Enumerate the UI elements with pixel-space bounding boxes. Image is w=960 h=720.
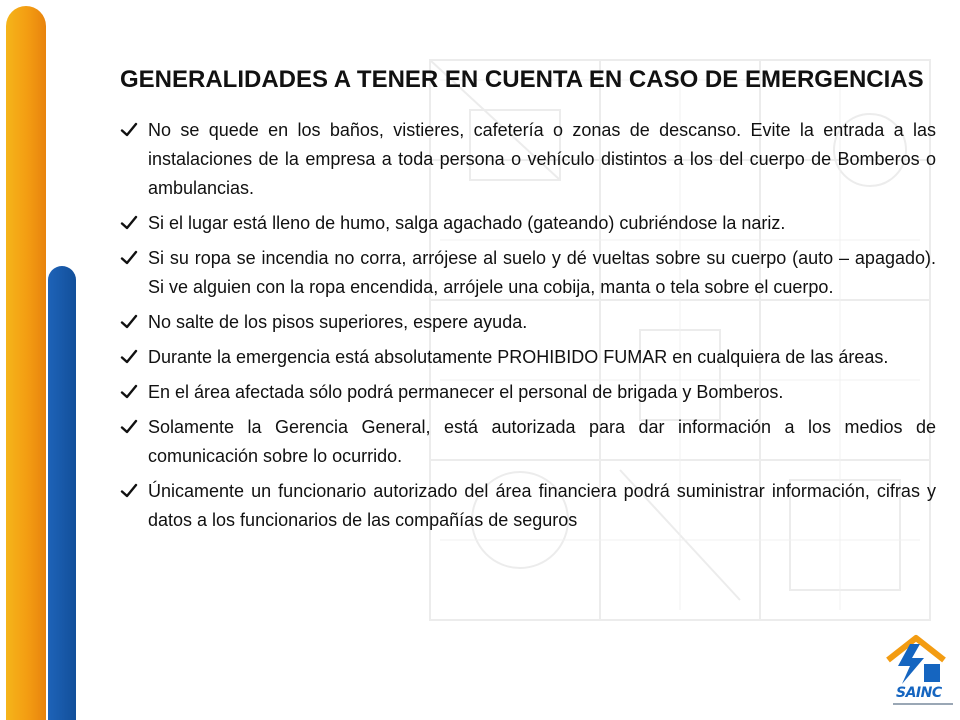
checkmark-icon [120, 314, 138, 330]
slide-title: GENERALIDADES A TENER EN CUENTA EN CASO DE EMERGENCIAS [120, 66, 924, 93]
checkmark-icon [120, 384, 138, 400]
list-item [120, 413, 936, 471]
checkmark-icon [120, 250, 138, 266]
logo-text: SAINC [896, 685, 942, 701]
list-item-text: Solamente la Gerencia General, está autorizada para dar información a los medios de comunicación sobre lo ocurrido. [148, 417, 936, 466]
logo-underline [893, 703, 953, 705]
decorative-blue-bar [48, 266, 76, 720]
list-item-text: Si su ropa se incendia no corra, arrójese al suelo y dé vueltas sobre su cuerpo (auto – apagado). Si ve alguien con la ropa encendida, arrójele una cobija, manta o tela sobre el cuerpo. [148, 248, 936, 297]
slide-content [120, 64, 936, 541]
checkmark-icon [120, 122, 138, 138]
list-item-text: En el área afectada sólo podrá permanecer el personal de brigada y Bomberos. [148, 382, 784, 402]
checkmark-icon [120, 349, 138, 365]
list-item-text: No se quede en los baños, vistieres, cafetería o zonas de descanso. Evite la entrada a las instalaciones de la empresa a toda persona o vehículo distintos a los del cuerpo de Bomberos o ambulancias. [148, 120, 936, 198]
list-item-text: Durante la emergencia está absolutamente PROHIBIDO FUMAR en cualquiera de las áreas. [148, 347, 889, 367]
list-item [120, 244, 936, 302]
emergency-guidelines-list [120, 116, 936, 535]
list-item [120, 477, 936, 535]
checkmark-icon [120, 215, 138, 231]
checkmark-icon [120, 419, 138, 435]
list-item [120, 116, 936, 203]
checkmark-icon [120, 483, 138, 499]
list-item [120, 378, 936, 407]
list-item-text: Si el lugar está lleno de humo, salga agachado (gateando) cubriéndose la nariz. [148, 213, 786, 233]
sainc-logo-icon [880, 630, 952, 714]
list-item [120, 343, 936, 372]
list-item-text: Únicamente un funcionario autorizado del área financiera podrá suministrar información, cifras y datos a los funcionarios de las compañías de seguros [148, 481, 936, 530]
list-item-text: No salte de los pisos superiores, espere ayuda. [148, 312, 528, 332]
decorative-orange-bar [6, 6, 46, 720]
list-item [120, 209, 936, 238]
list-item [120, 308, 936, 337]
